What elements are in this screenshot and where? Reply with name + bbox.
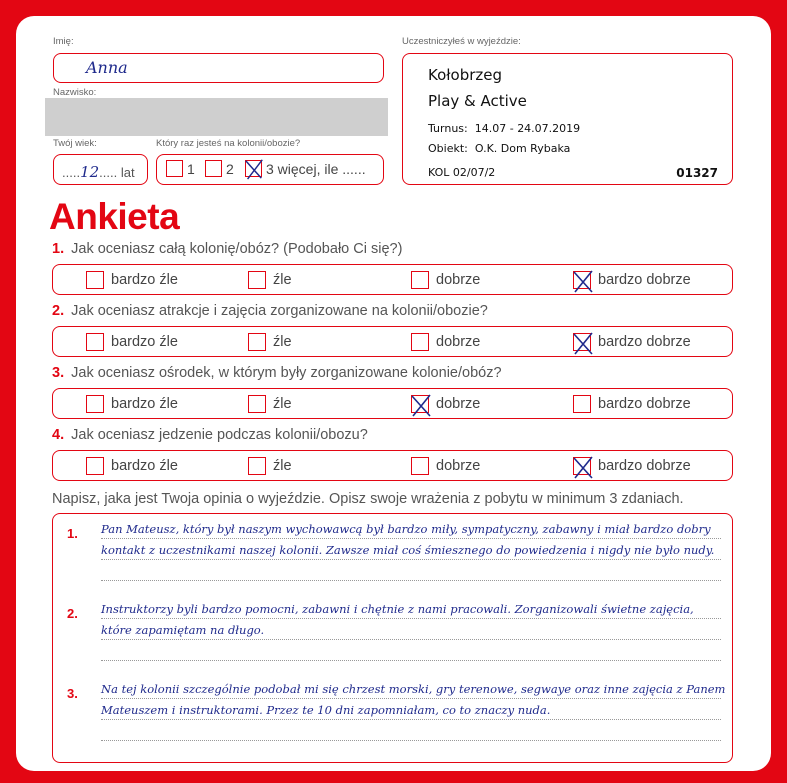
survey-title: Ankieta — [49, 196, 180, 237]
checkbox[interactable] — [86, 271, 104, 289]
option-label: dobrze — [436, 458, 481, 474]
obiekt-label: Obiekt: — [428, 142, 468, 155]
turnus-line — [428, 122, 580, 135]
trip-number: 01327 — [676, 166, 718, 180]
wiek-value: 12 — [80, 163, 100, 181]
checkbox-checked[interactable] — [573, 333, 591, 351]
ktory-raz-label: Który raz jesteś na kolonii/obozie? — [156, 138, 301, 149]
raz-checkbox-3[interactable] — [245, 160, 262, 177]
writing-line — [101, 580, 721, 581]
answer-1-text: Pan Mateusz, który był naszym wychowawcą był bardzo miły, sympatyczny, zabawny i miał bardzo dobry kontakt z uczestnikami naszej kolonii. Zawsze miał coś śmiesznego do powiedzenia i nigdy nie było nudy. — [101, 522, 715, 557]
raz-label-1: 1 — [187, 161, 195, 177]
trip-info-box — [402, 53, 733, 185]
nazwisko-label: Nazwisko: — [53, 87, 97, 98]
answer-2-number: 2. — [67, 606, 78, 621]
survey-form — [16, 16, 771, 771]
q1-option-dobrze[interactable] — [411, 270, 480, 290]
checkbox-checked[interactable] — [573, 457, 591, 475]
checkbox[interactable] — [248, 457, 266, 475]
q4-option-dobrze[interactable] — [411, 456, 480, 476]
question-1-number: 1. — [52, 241, 65, 257]
trip-program: Play & Active — [428, 92, 527, 110]
q4-option-zle[interactable] — [248, 456, 292, 476]
option-label: bardzo źle — [111, 396, 178, 412]
trip-code: KOL 02/07/2 — [428, 166, 496, 179]
question-4 — [52, 427, 368, 443]
option-label: źle — [273, 396, 292, 412]
option-label: bardzo źle — [111, 458, 178, 474]
q2-option-dobrze[interactable] — [411, 332, 480, 352]
wiek-label: Twój wiek: — [53, 138, 97, 149]
option-label: bardzo dobrze — [598, 334, 691, 350]
question-2-text: Jak oceniasz atrakcje i zajęcia zorganizowane na kolonii/obozie? — [71, 303, 488, 319]
check-mark-icon — [409, 392, 433, 418]
q4-option-bardzo-zle[interactable] — [86, 456, 178, 476]
imie-value: Anna — [86, 58, 128, 77]
question-3-number: 3. — [52, 365, 65, 381]
check-mark-icon — [571, 330, 595, 356]
q3-option-zle[interactable] — [248, 394, 292, 414]
writing-line — [101, 740, 721, 741]
wiek-prefix: ..... — [62, 165, 81, 180]
checkbox[interactable] — [86, 333, 104, 351]
q1-option-bardzo-dobrze[interactable] — [573, 270, 691, 290]
imie-label: Imię: — [53, 36, 74, 47]
checkbox[interactable] — [411, 333, 429, 351]
answer-row-2 — [52, 326, 733, 357]
answer-row-3 — [52, 388, 733, 419]
checkbox-checked[interactable] — [411, 395, 429, 413]
option-label: dobrze — [436, 272, 481, 288]
q1-option-bardzo-zle[interactable] — [86, 270, 178, 290]
raz-checkbox-2[interactable] — [205, 160, 222, 177]
checkbox[interactable] — [411, 457, 429, 475]
turnus-label: Turnus: — [428, 122, 468, 135]
writing-line — [101, 660, 721, 661]
answer-3-number: 3. — [67, 686, 78, 701]
question-3 — [52, 365, 502, 381]
q4-option-bardzo-dobrze[interactable] — [573, 456, 691, 476]
question-3-text: Jak oceniasz ośrodek, w którym były zorganizowane kolonie/obóz? — [71, 365, 502, 381]
answer-row-4 — [52, 450, 733, 481]
answer-row-1 — [52, 264, 733, 295]
check-mark-icon — [571, 268, 595, 294]
opinion-prompt: Napisz, jaka jest Twoja opinia o wyjeździe. Opisz swoje wrażenia z pobytu w minimum 3 zdaniach. — [52, 491, 684, 507]
obiekt-value: O.K. Dom Rybaka — [474, 142, 571, 155]
checkbox[interactable] — [248, 333, 266, 351]
option-label: dobrze — [436, 396, 481, 412]
answer-1-number: 1. — [67, 526, 78, 541]
checkbox[interactable] — [86, 395, 104, 413]
raz-checkbox-1[interactable] — [166, 160, 183, 177]
option-label: dobrze — [436, 334, 481, 350]
obiekt-line — [428, 142, 570, 155]
opinion-box[interactable] — [52, 513, 733, 763]
q3-option-dobrze[interactable] — [411, 394, 480, 414]
turnus-value: 14.07 - 24.07.2019 — [474, 122, 581, 135]
wiek-field[interactable] — [53, 154, 148, 185]
option-label: bardzo dobrze — [598, 396, 691, 412]
question-1 — [52, 241, 402, 257]
answer-2-text: Instruktorzy byli bardzo pomocni, zabawni i chętnie z nami pracowali. Zorganizowali świetne zajęcia, które zapamiętam na długo. — [101, 602, 694, 637]
option-label: bardzo źle — [111, 334, 178, 350]
checkbox[interactable] — [248, 395, 266, 413]
option-label: źle — [273, 458, 292, 474]
option-label: źle — [273, 272, 292, 288]
question-1-text: Jak oceniasz całą kolonię/obóz? (Podobało Ci się?) — [71, 241, 403, 257]
option-label: bardzo dobrze — [598, 458, 691, 474]
checkbox[interactable] — [411, 271, 429, 289]
checkbox[interactable] — [86, 457, 104, 475]
option-label: bardzo dobrze — [598, 272, 691, 288]
check-mark-icon — [571, 454, 595, 480]
q2-option-bardzo-zle[interactable] — [86, 332, 178, 352]
q3-option-bardzo-dobrze[interactable] — [573, 394, 691, 414]
trip-city: Kołobrzeg — [428, 66, 503, 84]
checkbox[interactable] — [573, 395, 591, 413]
option-label: bardzo źle — [111, 272, 178, 288]
checkbox[interactable] — [248, 271, 266, 289]
q3-option-bardzo-zle[interactable] — [86, 394, 178, 414]
checkbox-checked[interactable] — [573, 271, 591, 289]
uczestniczyles-label: Uczestniczyłeś w wyjeździe: — [402, 36, 521, 47]
q1-option-zle[interactable] — [248, 270, 292, 290]
q2-option-zle[interactable] — [248, 332, 292, 352]
raz-label-3: 3 więcej, ile ...... — [266, 161, 366, 177]
question-4-text: Jak oceniasz jedzenie podczas kolonii/obozu? — [71, 427, 368, 443]
wiek-suffix: ..... lat — [99, 165, 135, 180]
imie-field[interactable] — [53, 53, 384, 83]
question-4-number: 4. — [52, 427, 65, 443]
question-2 — [52, 303, 488, 319]
answer-3-text: Na tej kolonii szczególnie podobał mi się chrzest morski, gry terenowe, segwaye oraz inne zajęcia z Panem Mateuszem i instruktorami. Przez te 10 dni zapomniałam, co to znaczy nuda. — [101, 682, 726, 717]
question-2-number: 2. — [52, 303, 65, 319]
raz-label-2: 2 — [226, 161, 234, 177]
redacted-surname — [45, 98, 388, 136]
option-label: źle — [273, 334, 292, 350]
q2-option-bardzo-dobrze[interactable] — [573, 332, 691, 352]
check-mark-icon — [243, 157, 265, 181]
